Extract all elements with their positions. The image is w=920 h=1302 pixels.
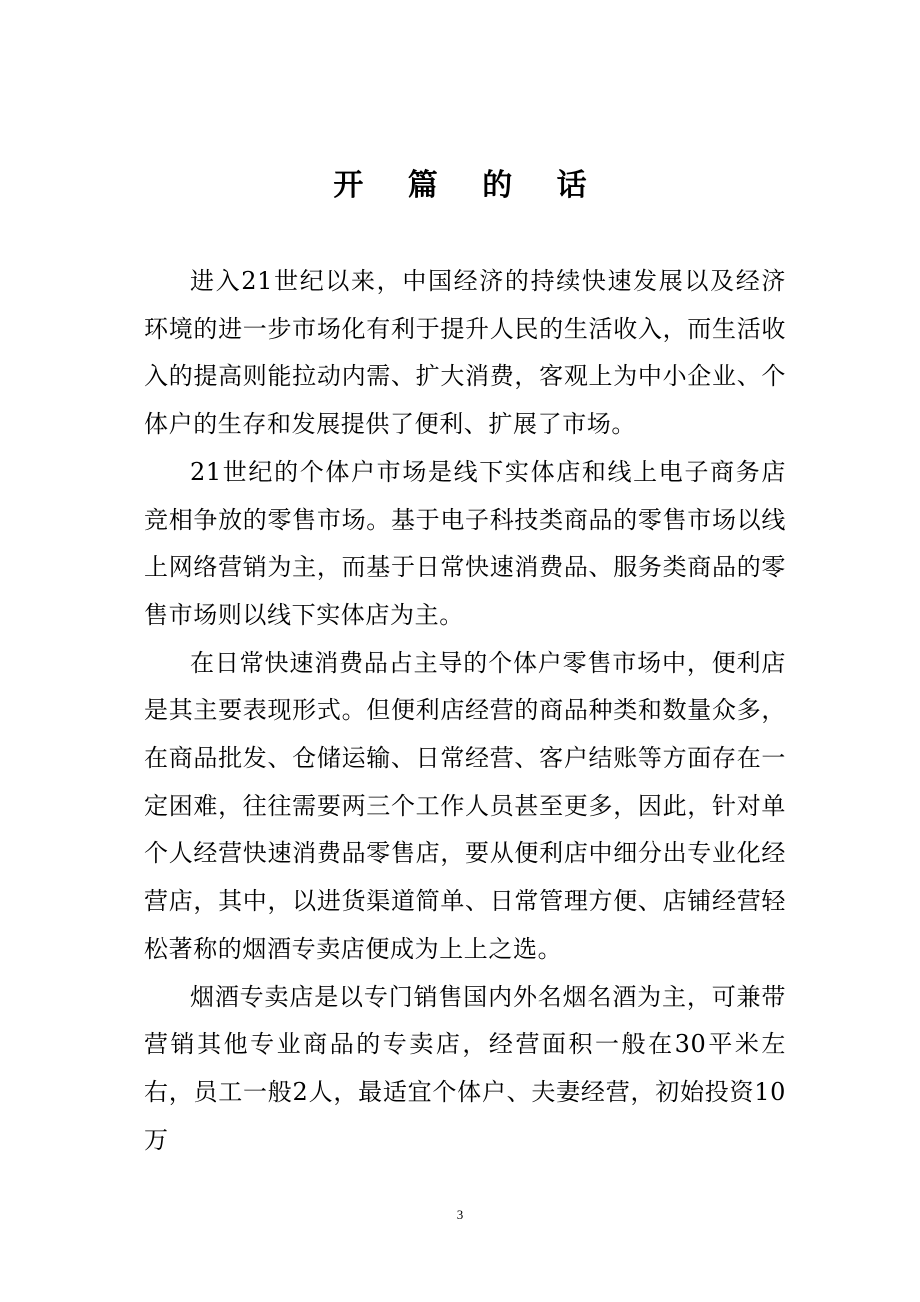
paragraph-3: 在日常快速消费品占主导的个体户零售市场中，便利店是其主要表现形式。但便利店经营的商品种类和数量众多，在商品批发、仓储运输、日常经营、客户结账等方面存在一定困难，往往需要两三个工作人员甚至更多，因此，针对单个人经营快速消费品零售店，要从便利店中细分出专业化经营店，其中，以进货渠道简单、日常管理方便、店铺经营轻松著称的烟酒专卖店便成为上上之选。: [144, 648, 786, 963]
paragraph-4: 烟酒专卖店是以专门销售国内外名烟名酒为主，可兼带营销其他专业商品的专卖店，经营面积一般在30平米左右，员工一般2人，最适宜个体户、夫妻经营，初始投资10万: [144, 982, 786, 1154]
page-number: 3: [456, 1207, 464, 1222]
body-text: [144, 258, 786, 1164]
page-title: 开 篇 的 话: [333, 168, 604, 203]
paragraph-1: 进入21世纪以来，中国经济的持续快速发展以及经济环境的进一步市场化有利于提升人民的生活收入，而生活收入的提高则能拉动内需、扩大消费，客观上为中小企业、个体户的生存和发展提供了便利、扩展了市场。: [144, 267, 786, 439]
paragraph-2: 21世纪的个体户市场是线下实体店和线上电子商务店竞相争放的零售市场。基于电子科技类商品的零售市场以线上网络营销为主，而基于日常快速消费品、服务类商品的零售市场则以线下实体店为主。: [144, 457, 786, 629]
